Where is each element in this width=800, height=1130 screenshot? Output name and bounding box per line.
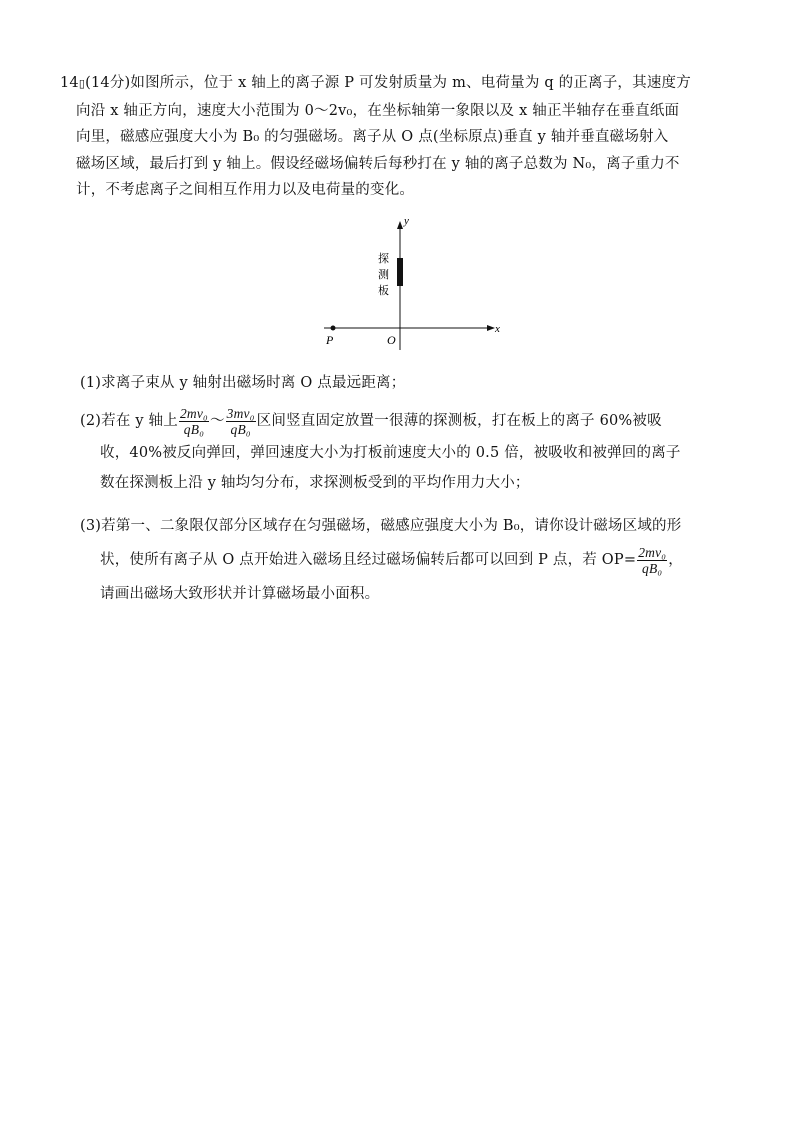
q1-text: (1)求离子束从 y 轴射出磁场时离 O 点最远距离； <box>80 375 406 391</box>
q2-fraction-lower-den: qB₀ <box>183 421 205 437</box>
problem-score: (14分) <box>85 75 131 91</box>
plate-label-char-2: 测 <box>378 268 389 281</box>
plate-label-char-3: 板 <box>378 284 389 297</box>
stem-line-2: 向沿 x 轴正方向，速度大小范围为 0～2v₀，在坐标轴第一象限以及 x 轴正半轴存在垂直纸面 <box>76 102 680 119</box>
q2-fraction-upper <box>226 406 256 437</box>
q3-line-1: (3)若第一、二象限仅部分区域存在匀强磁场，磁感应强度大小为 B₀，请你设计磁场区域的形 <box>80 518 682 534</box>
q3-fraction-num: 2mv₀ <box>638 544 667 560</box>
y-axis-label: y <box>404 215 409 227</box>
q2-after: 区间竖直固定放置一很薄的探测板，打在板上的离子 60%被吸 <box>256 413 662 429</box>
stem-text-1: 如图所示，位于 x 轴上的离子源 P 可发射质量为 m、电荷量为 q 的正离子，其速度方 <box>130 75 691 91</box>
q3-line-2 <box>80 543 752 577</box>
question-2 <box>80 404 752 498</box>
problem-marker: ▯ <box>78 77 86 90</box>
q2-prefix: (2)若在 y 轴上 <box>80 413 178 429</box>
stem-line-3: 向里，磁感应强度大小为 B₀ 的匀强磁场。离子从 O 点(坐标原点)垂直 y 轴并垂直磁场射入 <box>76 129 669 145</box>
q2-line-3: 数在探测板上沿 y 轴均匀分布，求探测板受到的平均作用力大小； <box>100 475 530 491</box>
detector-plate <box>397 258 403 286</box>
q3-line-2-prefix: 状，使所有离子从 O 点开始进入磁场且经过磁场偏转后都可以回到 P 点，若 OP= <box>100 552 637 568</box>
q3-fraction-den: qB₀ <box>642 560 663 576</box>
q3-line-3: 请画出磁场大致形状并计算磁场最小面积。 <box>100 586 380 602</box>
stem-line-5: 计，不考虑离子之间相互作用力以及电荷量的变化。 <box>76 182 415 198</box>
q2-line-1 <box>80 404 752 438</box>
q2-fraction-upper-num: 3mv₀ <box>226 405 255 421</box>
problem-number: 14 <box>60 75 79 91</box>
ion-source-dot <box>331 326 336 331</box>
stem-line-4: 磁场区域，最后打到 y 轴上。假设经磁场偏转后每秒打在 y 轴的离子总数为 N₀，离子重力不 <box>76 155 680 172</box>
source-label: P <box>326 333 334 347</box>
question-1 <box>80 370 752 397</box>
q2-fraction-upper-den: qB₀ <box>230 421 251 437</box>
q3-line-2-suffix: ， <box>668 552 683 568</box>
origin-label: O <box>387 333 396 347</box>
q2-tilde: ～ <box>209 413 225 429</box>
q2-fraction-lower <box>179 406 209 437</box>
question-3 <box>80 509 752 611</box>
q3-fraction <box>637 545 667 576</box>
plate-label-char-1: 探 <box>378 252 389 265</box>
x-axis-label: x <box>495 323 500 335</box>
q2-line-2: 收，40%被反向弹回，弹回速度大小为打板前速度大小的 0.5 倍，被吸收和被弹回的离子 <box>100 445 681 461</box>
q2-fraction-lower-num: 2mv₀ <box>179 405 208 421</box>
